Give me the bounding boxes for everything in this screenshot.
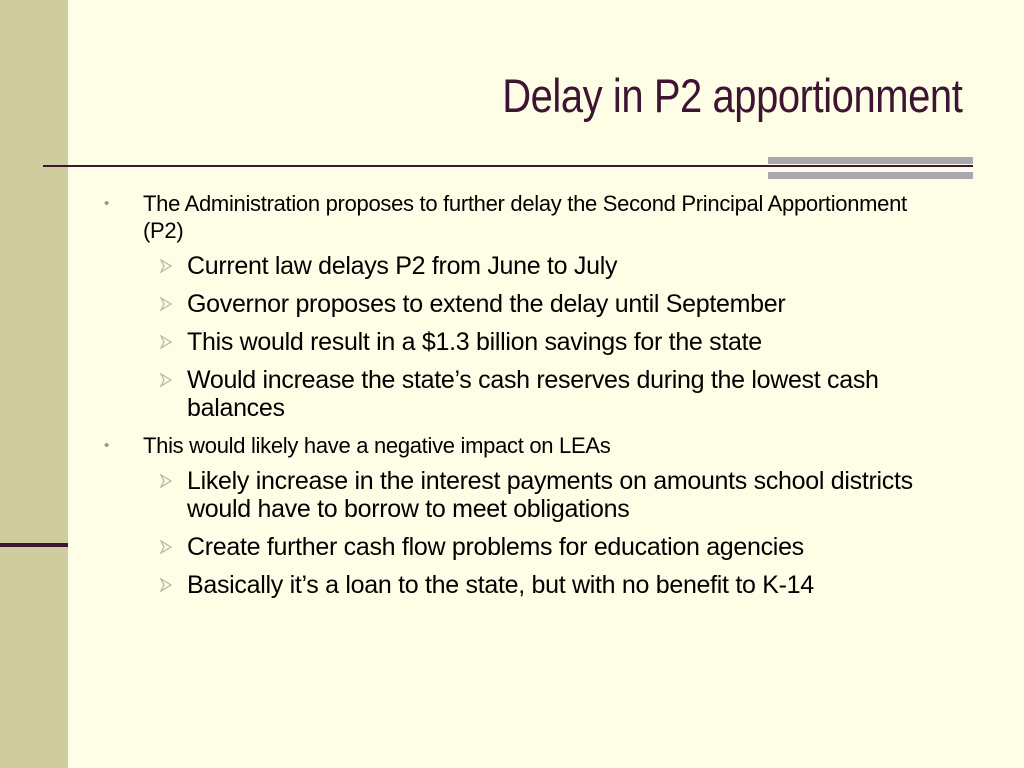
- sub-bullet-item: [143, 467, 940, 523]
- arrow-bullet-icon: [160, 335, 172, 349]
- bullet-list: [100, 190, 940, 599]
- bullet-text: The Administration proposes to further delay the Second Principal Apportionment (P2): [143, 191, 907, 243]
- bullet-item: [100, 190, 940, 422]
- rule-bar-top: [768, 157, 973, 164]
- sub-bullet-item: [143, 366, 940, 422]
- bullet-dot-icon: •: [104, 195, 109, 212]
- sub-bullet-text: Create further cash flow problems for education agencies: [187, 533, 804, 561]
- arrow-bullet-icon: [160, 297, 172, 311]
- title-rule-bars: [768, 157, 973, 179]
- bullet-dot-icon: •: [104, 437, 109, 454]
- side-accent-line: [0, 543, 68, 547]
- sub-bullet-item: [143, 252, 940, 280]
- sub-bullet-item: [143, 533, 940, 561]
- sub-bullet-text: Likely increase in the interest payments on amounts school districts would have to borrow to meet obligations: [187, 467, 913, 523]
- rule-bar-bottom: [768, 172, 973, 179]
- slide-content: [100, 190, 940, 609]
- arrow-bullet-icon: [160, 540, 172, 554]
- arrow-bullet-icon: [160, 259, 172, 273]
- sub-bullet-text: Governor proposes to extend the delay until September: [187, 290, 786, 318]
- side-band: [0, 0, 68, 768]
- sub-bullet-text: Current law delays P2 from June to July: [187, 252, 618, 280]
- arrow-bullet-icon: [160, 578, 172, 592]
- arrow-bullet-icon: [160, 474, 172, 488]
- sub-bullet-item: [143, 328, 940, 356]
- sub-bullet-text: Basically it’s a loan to the state, but with no benefit to K-14: [187, 571, 814, 599]
- sub-bullet-item: [143, 290, 940, 318]
- sub-bullet-list: [143, 467, 940, 599]
- sub-bullet-list: [143, 252, 940, 422]
- sub-bullet-text: This would result in a $1.3 billion savings for the state: [187, 328, 762, 356]
- bullet-item: [100, 432, 940, 599]
- arrow-bullet-icon: [160, 373, 172, 387]
- bullet-text: This would likely have a negative impact on LEAs: [143, 433, 611, 458]
- slide-title: Delay in P2 apportionment: [501, 69, 962, 122]
- sub-bullet-item: [143, 571, 940, 599]
- sub-bullet-text: Would increase the state’s cash reserves during the lowest cash balances: [187, 366, 879, 422]
